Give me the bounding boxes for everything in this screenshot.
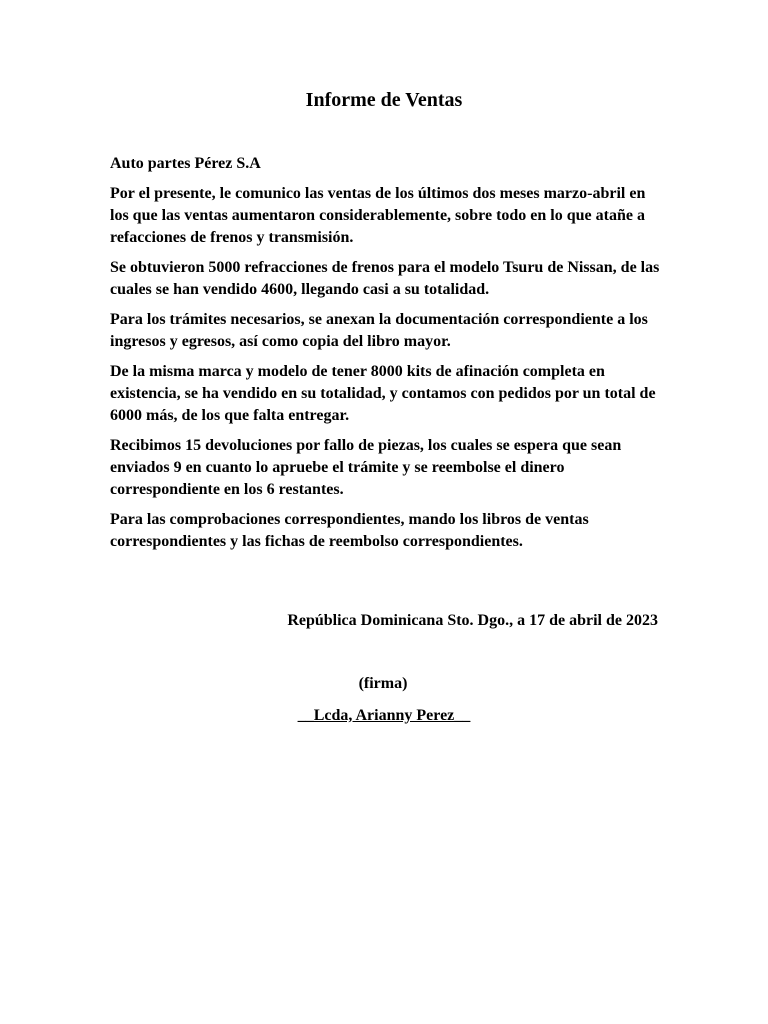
paragraph-6: Para las comprobaciones correspondientes, mando los libros de ventas correspondientes y las fichas de reembolso correspondientes. <box>110 511 589 550</box>
signer-name: __Lcda, Arianny Perez__ <box>297 707 471 724</box>
document-title: Informe de Ventas <box>305 89 463 111</box>
place-and-date: República Dominicana Sto. Dgo., a 17 de abril de 2023 <box>287 612 658 629</box>
company-name: Auto partes Pérez S.A <box>110 155 261 172</box>
paragraph-4: De la misma marca y modelo de tener 8000 kits de afinación completa en existencia, se ha vendido en su totalidad, y contamos con pedidos por un total de 6000 más, de los que falta entregar. <box>110 363 656 424</box>
paragraph-2: Se obtuvieron 5000 refracciones de frenos para el modelo Tsuru de Nissan, de las cuales se han vendido 4600, llegando casi a su totalidad. <box>110 259 660 298</box>
signature-label: (firma) <box>358 675 408 692</box>
document-body <box>110 153 660 561</box>
paragraph-5: Recibimos 15 devoluciones por fallo de piezas, los cuales se espera que sean enviados 9 en cuanto lo apruebe el trámite y se reembolse el dinero correspondiente en los 6 restantes. <box>110 437 622 498</box>
paragraph-1: Por el presente, le comunico las ventas de los últimos dos meses marzo-abril en los que las ventas aumentaron considerablemente, sobre todo en lo que atañe a refacciones de frenos y transmisión. <box>110 185 646 246</box>
paragraph-3: Para los trámites necesarios, se anexan la documentación correspondiente a los ingresos y egresos, así como copia del libro mayor. <box>110 311 648 350</box>
